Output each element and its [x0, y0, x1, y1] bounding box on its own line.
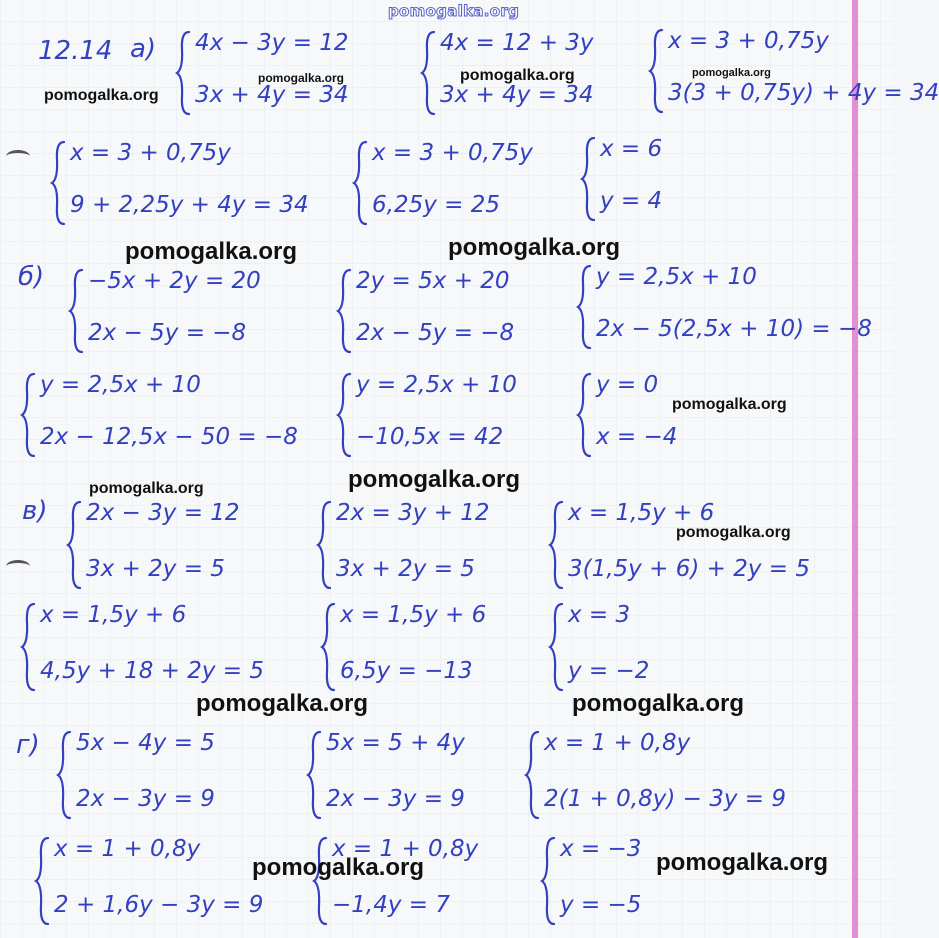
problem-number: 12.14 [38, 36, 113, 66]
equation-row: x = 1,5y + 6 [40, 602, 187, 628]
curly-brace [648, 28, 664, 114]
part-label-v: в) [22, 496, 48, 526]
watermark: pomogalka.org [460, 67, 575, 84]
curly-brace [524, 730, 540, 820]
equation-row: 3(3 + 0,75y) + 4y = 34 [668, 80, 939, 106]
equation-row: y = −5 [560, 892, 642, 918]
equation-row: 2 + 1,6y − 3y = 9 [54, 892, 264, 918]
watermark: pomogalka.org [89, 480, 204, 497]
equation-row: 4x − 3y = 12 [195, 30, 349, 56]
watermark: pomogalka.org [348, 466, 521, 493]
equation-row: 2x − 3y = 9 [326, 786, 465, 812]
curly-brace [548, 602, 564, 692]
equation-row: 4x = 12 + 3y [440, 30, 594, 56]
equation-row: 5x − 4y = 5 [76, 730, 215, 756]
equation-row: 2x − 3y = 9 [76, 786, 215, 812]
equation-row: y = 4 [600, 188, 663, 214]
equation-row: y = 2,5x + 10 [356, 372, 517, 398]
part-label-a: а) [130, 34, 157, 64]
header-watermark: pomogalka.org [388, 2, 520, 20]
equation-row: 2x − 3y = 12 [86, 500, 240, 526]
equation-row: x = −3 [560, 836, 642, 862]
watermark: pomogalka.org [572, 690, 745, 717]
watermark: pomogalka.org [672, 396, 787, 413]
watermark: pomogalka.org [676, 524, 791, 541]
curly-brace [576, 372, 592, 458]
curly-brace [336, 372, 352, 458]
curly-brace [306, 730, 322, 820]
part-label-b: б) [18, 262, 45, 292]
curly-brace [175, 30, 191, 116]
equation-row: x = 3 + 0,75y [70, 140, 231, 166]
equation-row: 2x − 5y = −8 [356, 320, 515, 346]
watermark: pomogalka.org [448, 234, 621, 261]
curly-brace [20, 372, 36, 458]
equation-row: 3x + 2y = 5 [86, 556, 225, 582]
equation-row: x = 6 [600, 136, 663, 162]
curly-brace [336, 268, 352, 354]
watermark: pomogalka.org [692, 67, 771, 79]
equation-row: 2x − 5y = −8 [88, 320, 247, 346]
curly-brace [66, 500, 82, 590]
equation-row: x = 1 + 0,8y [332, 836, 479, 862]
equation-row: 5x = 5 + 4y [326, 730, 465, 756]
watermark: pomogalka.org [125, 238, 298, 265]
equation-row: −1,4y = 7 [332, 892, 450, 918]
equation-row: 6,5y = −13 [340, 658, 473, 684]
equation-row: −5x + 2y = 20 [88, 268, 261, 294]
equation-row: 3x + 4y = 34 [195, 82, 349, 108]
curly-brace [548, 500, 564, 590]
curly-brace [576, 264, 592, 350]
curly-brace [20, 602, 36, 692]
margin-tick [6, 560, 30, 573]
watermark: pomogalka.org [656, 849, 829, 876]
curly-brace [540, 836, 556, 926]
equation-row: x = 3 + 0,75y [372, 140, 533, 166]
equation-row: 2x − 12,5x − 50 = −8 [40, 424, 298, 450]
equation-row: x = 3 + 0,75y [668, 28, 829, 54]
curly-brace [352, 140, 368, 226]
equation-row: y = 2,5x + 10 [596, 264, 757, 290]
watermark: pomogalka.org [252, 854, 425, 881]
curly-brace [50, 140, 66, 226]
part-label-g: г) [16, 730, 40, 760]
watermark: pomogalka.org [258, 71, 345, 85]
curly-brace [320, 602, 336, 692]
equation-row: x = 1,5y + 6 [340, 602, 487, 628]
equation-row: 3x + 4y = 34 [440, 82, 594, 108]
curly-brace [420, 30, 436, 116]
curly-brace [580, 136, 596, 222]
equation-row: y = 2,5x + 10 [40, 372, 201, 398]
equation-row: x = 3 [568, 602, 631, 628]
equation-row: 2(1 + 0,8y) − 3y = 9 [544, 786, 786, 812]
watermark: pomogalka.org [196, 690, 369, 717]
equation-row: y = −2 [568, 658, 650, 684]
margin-line [852, 0, 858, 938]
equation-row: 3x + 2y = 5 [336, 556, 475, 582]
equation-row: x = 1,5y + 6 [568, 500, 715, 526]
equation-row: 6,25y = 25 [372, 192, 500, 218]
equation-row: 4,5y + 18 + 2y = 5 [40, 658, 265, 684]
equation-row: 3(1,5y + 6) + 2y = 5 [568, 556, 810, 582]
equation-row: 2x = 3y + 12 [336, 500, 490, 526]
equation-row: x = 1 + 0,8y [544, 730, 691, 756]
equation-row: x = 1 + 0,8y [54, 836, 201, 862]
curly-brace [316, 500, 332, 590]
watermark: pomogalka.org [44, 87, 159, 104]
equation-row: 2x − 5(2,5x + 10) = −8 [596, 316, 872, 342]
equation-row: x = −4 [596, 424, 678, 450]
equation-row: 2y = 5x + 20 [356, 268, 510, 294]
equation-row: 9 + 2,25y + 4y = 34 [70, 192, 309, 218]
margin-tick [6, 150, 30, 163]
curly-brace [68, 268, 84, 354]
curly-brace [56, 730, 72, 820]
equation-row: y = 0 [596, 372, 659, 398]
curly-brace [34, 836, 50, 926]
equation-row: −10,5x = 42 [356, 424, 504, 450]
